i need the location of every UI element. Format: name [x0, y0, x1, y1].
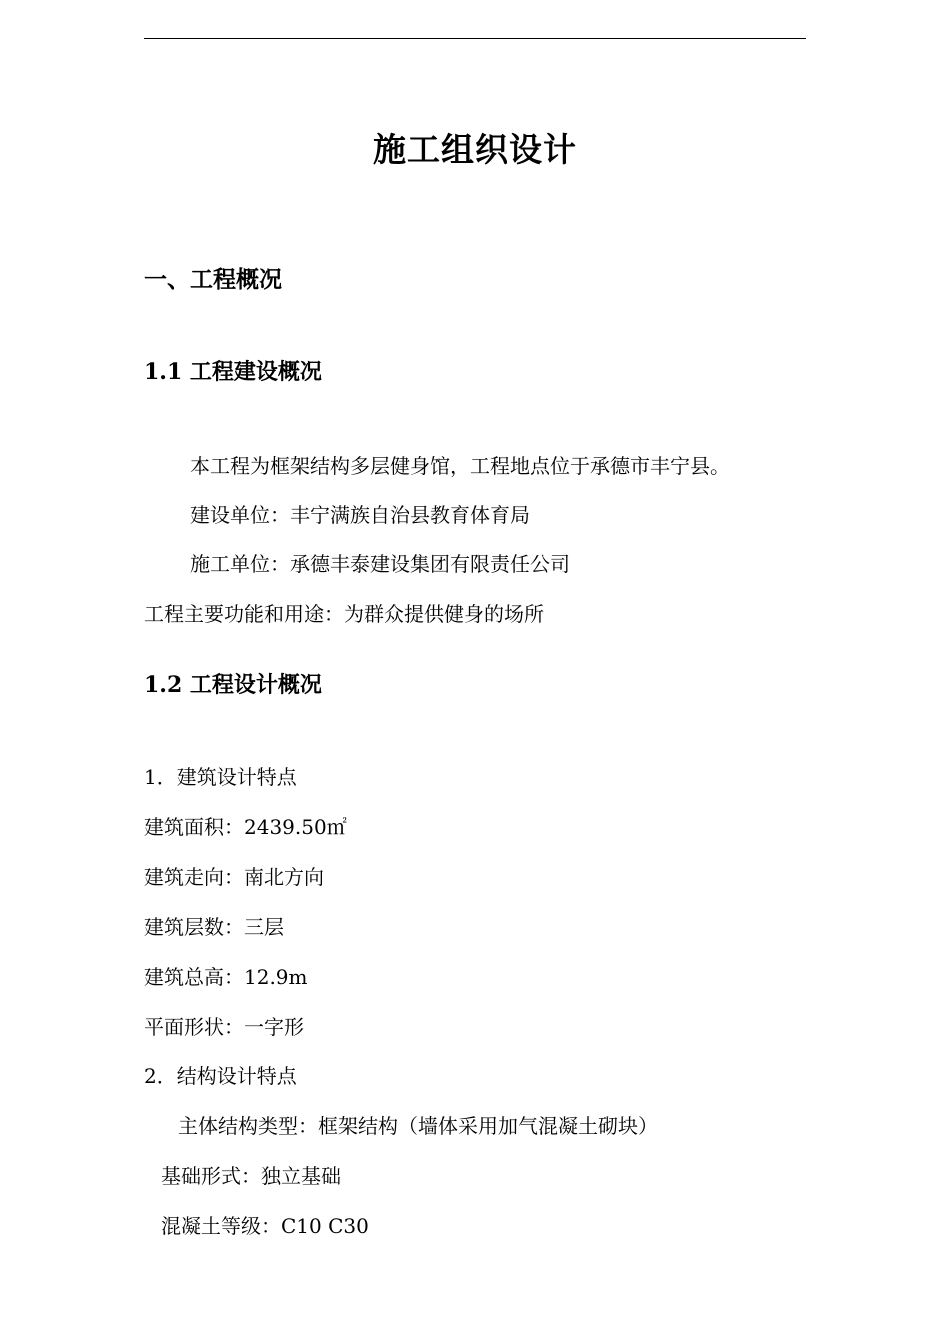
paragraph-project-description: 本工程为框架结构多层健身馆，工程地点位于承德市丰宁县。 — [190, 454, 730, 478]
section-heading-overview: 一、工程概况 — [144, 266, 282, 293]
list-item-plan-shape: 平面形状：一字形 — [144, 1015, 304, 1039]
list-item-building-orientation: 建筑走向：南北方向 — [144, 865, 324, 889]
list-item-building-floors: 建筑层数：三层 — [144, 915, 284, 939]
list-item-structure-type: 主体结构类型：框架结构（墙体采用加气混凝土砌块） — [178, 1114, 658, 1138]
list-item-structure-features: 2．结构设计特点 — [144, 1064, 297, 1088]
document-title: 施工组织设计 — [373, 130, 577, 169]
list-item-concrete-grade: 混凝土等级：C10 C30 — [161, 1214, 369, 1238]
list-item-building-area: 建筑面积：2439.50㎡ — [144, 815, 347, 839]
section-heading-design-overview: 1.2 工程设计概况 — [144, 672, 322, 698]
list-item-architecture-features: 1．建筑设计特点 — [144, 765, 297, 789]
paragraph-function-usage: 工程主要功能和用途：为群众提供健身的场所 — [144, 602, 544, 626]
section-heading-construction-overview: 1.1 工程建设概况 — [144, 359, 322, 385]
header-rule — [144, 38, 806, 39]
paragraph-construction-owner: 建设单位：丰宁满族自治县教育体育局 — [190, 503, 530, 527]
paragraph-contractor: 施工单位：承德丰泰建设集团有限责任公司 — [190, 552, 570, 576]
list-item-foundation-type: 基础形式：独立基础 — [161, 1164, 341, 1188]
list-item-building-height: 建筑总高：12.9m — [144, 965, 308, 989]
